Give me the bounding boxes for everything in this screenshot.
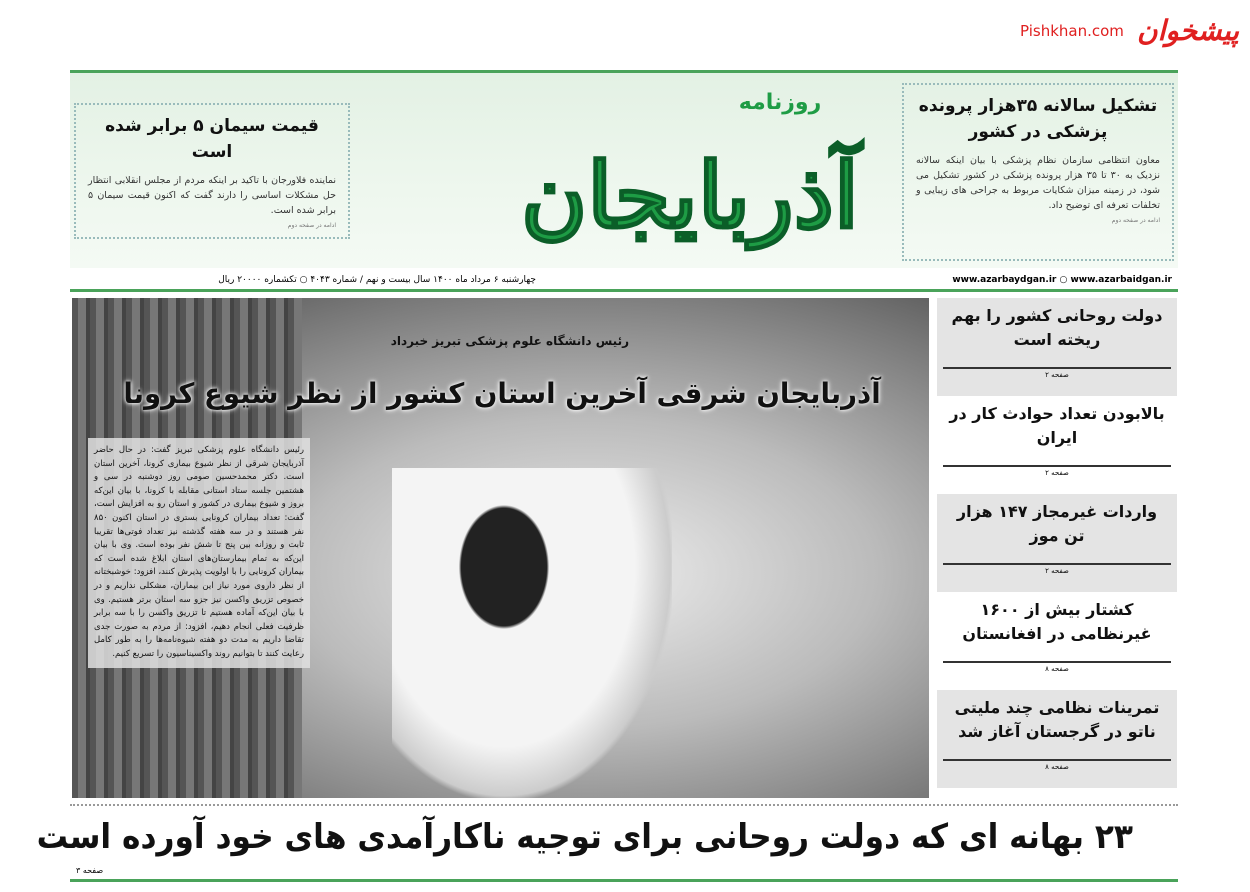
watermark-url: Pishkhan.com	[1020, 21, 1124, 40]
dateline-bar	[70, 270, 1178, 292]
side-news-title: تمرینات نظامی چند ملیتی ناتو در گرجستان آغاز شد	[954, 698, 1160, 741]
page-ref: صفحه ۸	[1035, 665, 1079, 673]
side-news-title: واردات غیرمجاز ۱۴۷ هزار تن موز	[956, 502, 1158, 545]
teaser-body: نماینده فلاورجان با تاکید بر اینکه مردم از مجلس انقلابی انتظار حل مشکلات اساسی را دارند گفت که اکنون قیمت سیمان ۵ برابر شده است.	[88, 175, 336, 216]
page-ref: صفحه ۲	[1035, 469, 1079, 477]
pishkhan-watermark	[1020, 14, 1239, 47]
teaser-more: ادامه در صفحه دوم	[1111, 217, 1160, 224]
watermark-name: پیشخوان	[1137, 14, 1240, 47]
teaser-box-right[interactable]	[902, 83, 1174, 261]
teaser-title: تشکیل سالانه ۳۵هزار پرونده پزشکی در کشور	[918, 96, 1158, 142]
bottom-headline: ۲۳ بهانه ای که دولت روحانی برای توجیه ناکارآمدی های خود آورده است	[36, 817, 1133, 857]
teaser-title: قیمت سیمان ۵ برابر شده است	[105, 116, 319, 162]
side-news-item[interactable]	[937, 298, 1177, 396]
side-news-item[interactable]	[937, 494, 1177, 592]
teaser-more: ادامه در صفحه دوم	[287, 222, 336, 229]
page-ref: صفحه ۲	[1035, 567, 1079, 575]
teaser-body: معاون انتظامی سازمان نظام پزشکی با بیان اینکه سالانه نزدیک به ۳۰ تا ۳۵ هزار پرونده پزشکی در کشور تشکیل می شود، در زمینه میزان شکایات مربوط به جراحی های زیبایی و تخلفات تعرفه ای توضیح داد.	[916, 155, 1161, 211]
side-news-title: کشتار بیش از ۱۶۰۰ غیرنظامی در افغانستان	[962, 600, 1152, 643]
main-photo	[72, 298, 929, 798]
side-news-item[interactable]	[937, 592, 1177, 690]
side-news-title: بالابودن تعداد حوادث کار در ایران	[949, 404, 1165, 447]
bottom-headline-box[interactable]	[36, 804, 1178, 882]
side-news-title: دولت روحانی کشور را بهم ریخته است	[951, 306, 1163, 349]
side-news-item[interactable]	[937, 396, 1177, 494]
side-news-item[interactable]	[937, 690, 1177, 788]
side-news-column	[937, 298, 1177, 788]
main-lead-text: رئیس دانشگاه علوم پزشکی تبریز گفت: در حال حاضر آذربایجان شرقی از نظر شیوع بیماری کرونا، آخرین استان است. دکتر محمدحسین صومی روز دوشنبه در سی و هشتمین جلسه ستاد استانی مقابله با کرونا، با بیان این‌که بروز و شیوع بیماری در کشور و استان رو به افزایش است، گفت: تعداد بیماران کرونایی بستری در استان اکنون ۸۵۰ نفر هستند و در سه هفته گذشته نیز تعداد فوتی‌ها تقریبا ثابت و روزانه بین پنج تا شش نفر بوده است. وی با بیان این‌که به تمام بیمارستان‌های استان ابلاغ شده است که بیماران کرونایی را با اولویت پذیرش کنند، افزود: خوشبختانه از نظر داروی مورد نیاز این بیماران، مشکلی نداریم و در خصوص تزریق واکسن نیز جزو سه استان برتر هستیم. وی با بیان این‌که آماده هستیم تا تزریق واکسن را با سه برابر ظرفیت فعلی انجام دهیم، افزود: از مردم به صورت جدی تقاضا داریم به مدت دو هفته شیوه‌نامه‌ها را به طور کامل رعایت کنند تا بتوانیم روند واکسیناسیون را تسریع کنیم.	[88, 438, 310, 668]
logo-prefix: روزنامه	[738, 90, 822, 115]
main-kicker: رئیس دانشگاه علوم پزشکی تبریز خبرداد	[390, 334, 629, 348]
main-headline[interactable]: آذربایجان شرقی آخرین استان کشور از نظر شیوع کرونا	[123, 377, 881, 410]
photo-health-worker	[392, 468, 672, 798]
website-links[interactable]: www.azarbaydgan.ir ○ www.azarbaidgan.ir	[952, 275, 1172, 285]
newspaper-logo	[480, 77, 900, 267]
masthead	[70, 70, 1178, 268]
dateline: چهارشنبه ۶ مرداد ماه ۱۴۰۰ سال بیست و نهم / شماره ۴۰۴۳ ○ تکشماره ۲۰۰۰۰ ریال	[218, 275, 536, 285]
page-ref: صفحه ۳	[76, 866, 104, 875]
page-ref: صفحه ۸	[1035, 763, 1079, 771]
page-ref: صفحه ۲	[1035, 371, 1079, 379]
logo-text: آذربایجان	[521, 143, 859, 249]
teaser-box-left[interactable]	[74, 103, 350, 239]
